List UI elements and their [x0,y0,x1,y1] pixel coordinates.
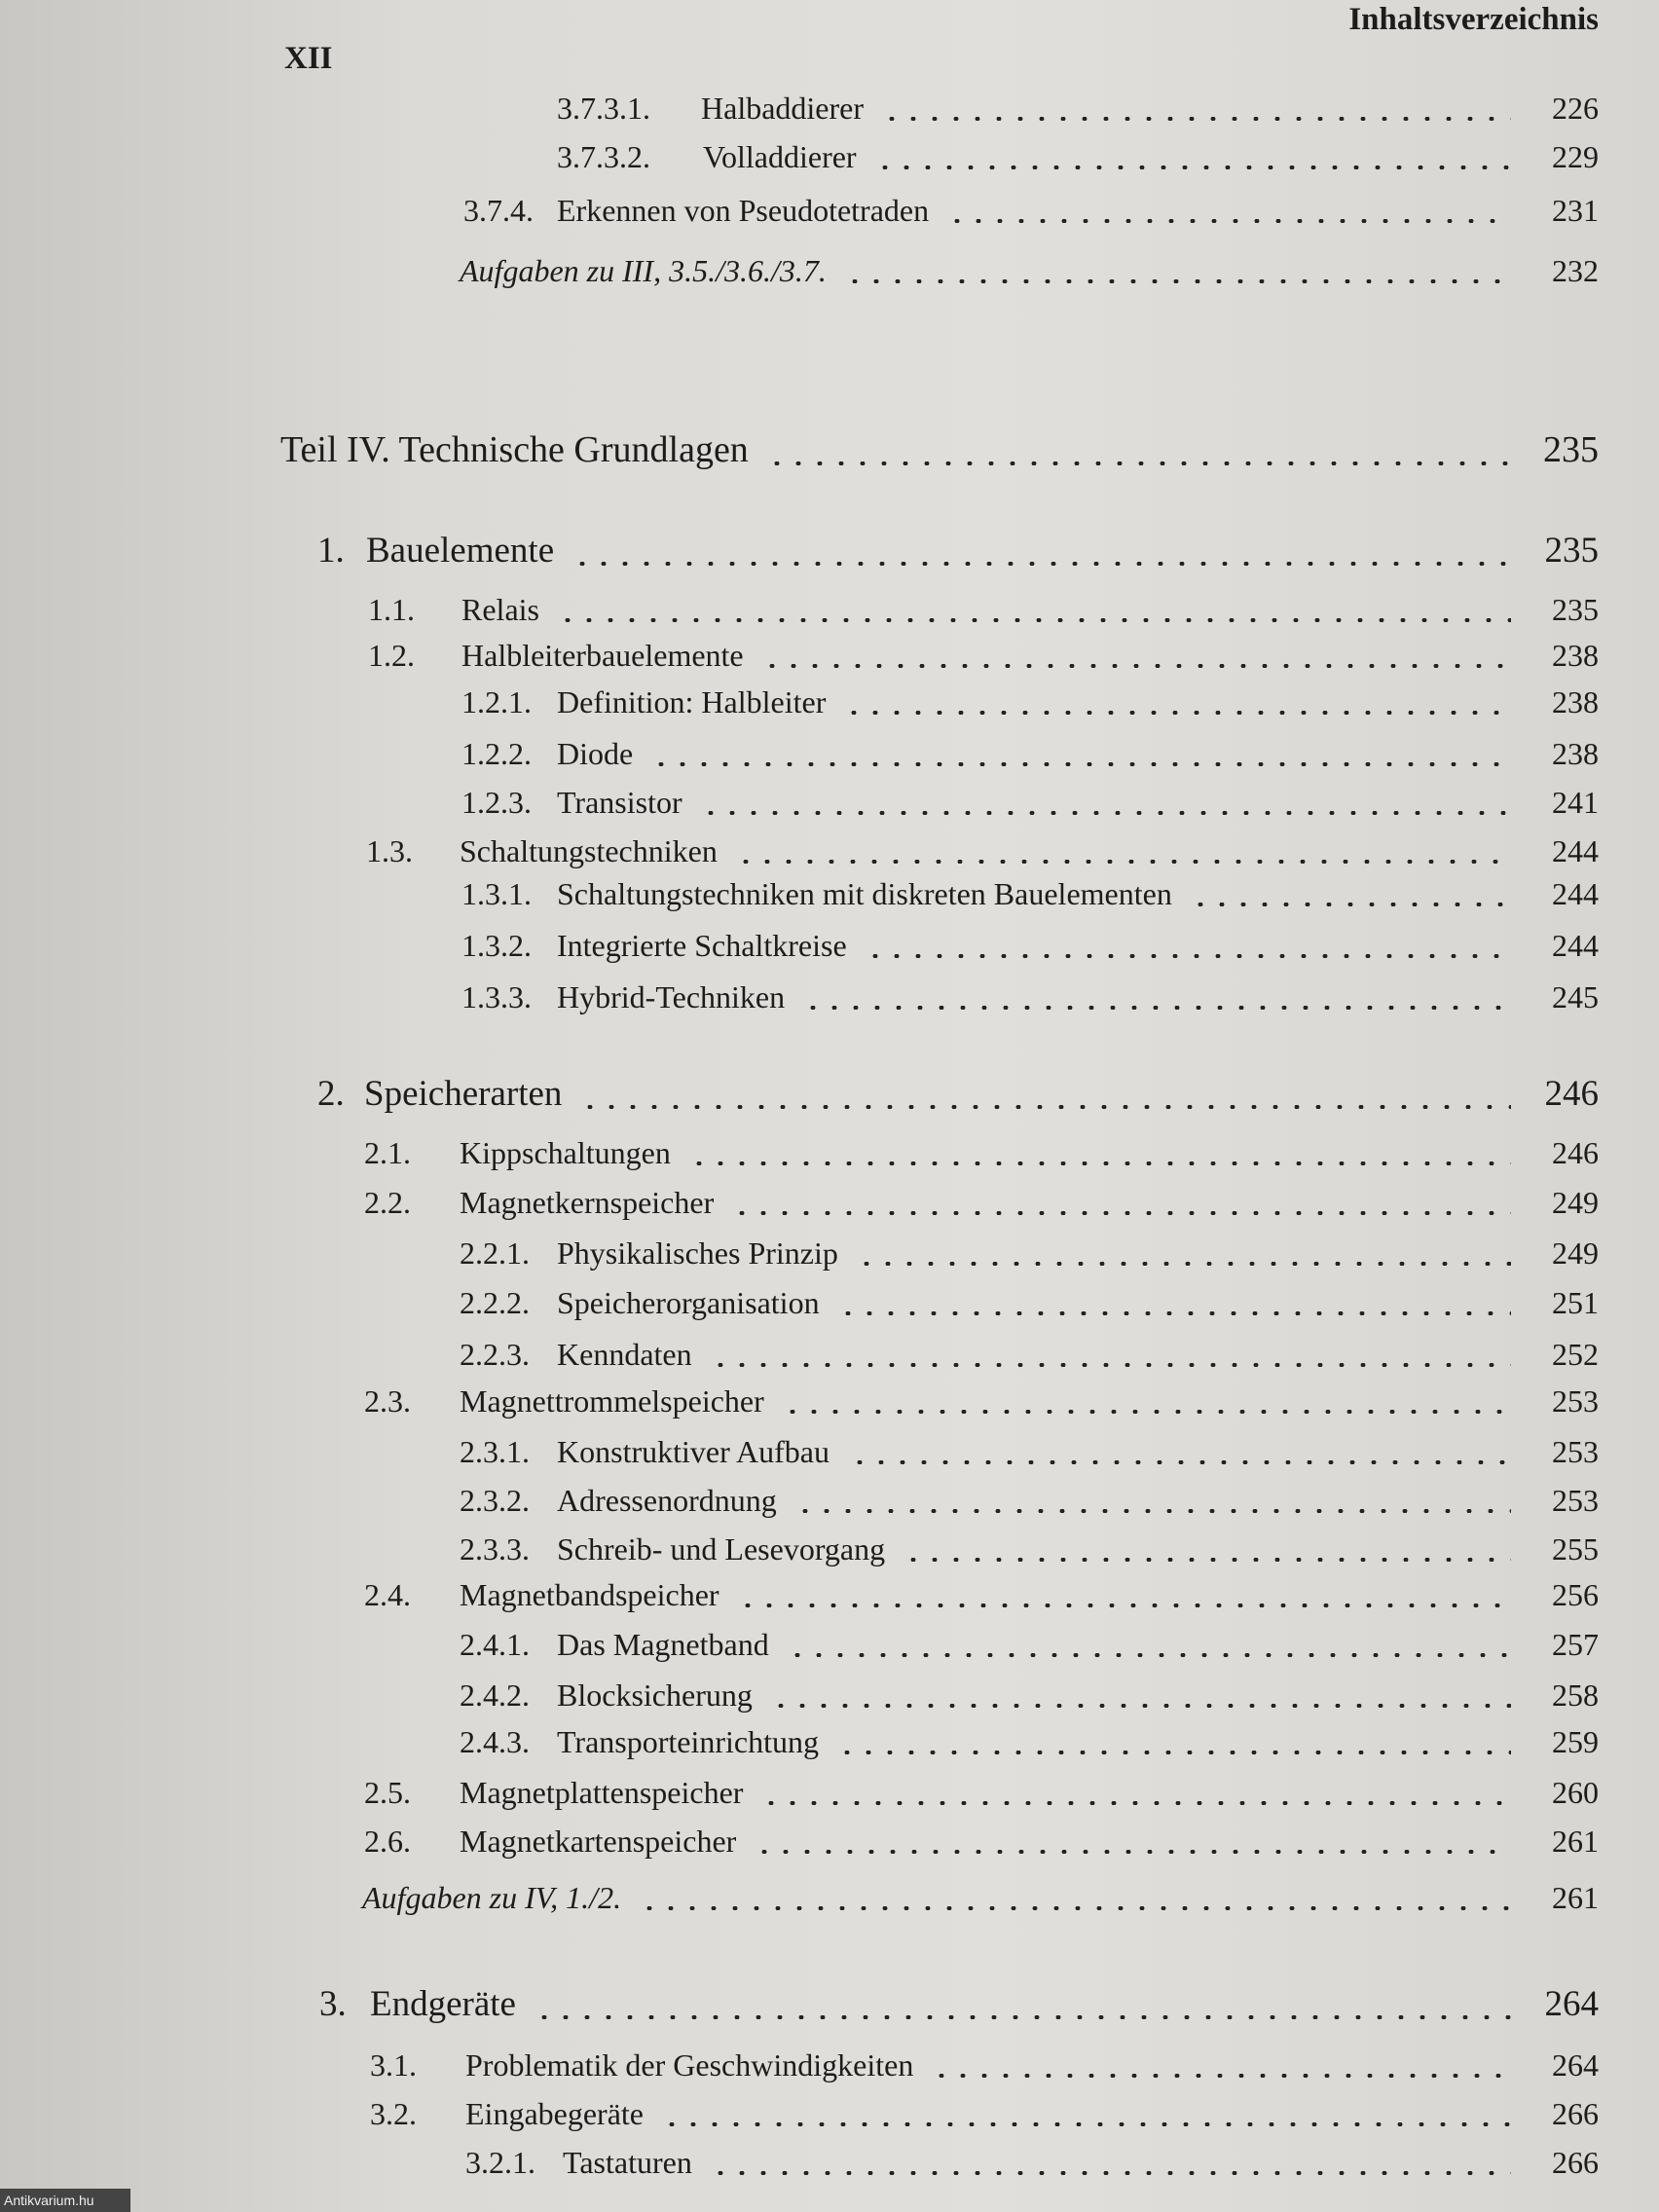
toc-entry [0,1984,1659,2033]
leader-dots [754,1850,1511,1854]
leader-dots [874,166,1511,169]
toc-entry [0,1379,1659,1427]
toc-entry-title: Magnetplattenspeicher [460,1775,744,1810]
toc-entry-title: Bauelemente [366,531,555,571]
leader-dots [856,1262,1511,1266]
toc-entry-page: 266 [1552,2096,1599,2131]
leader-dots [837,1311,1511,1315]
leader-dots [865,954,1511,958]
toc-entry-title: Eingabegeräte [465,2096,644,2131]
toc-entry-number: 2.4.3. [460,1724,530,1759]
toc-entry [0,1572,1659,1621]
toc-entry-number: 2.2.2. [460,1285,530,1320]
toc-entry-title: Blocksicherung [557,1677,753,1713]
leader-dots [802,1006,1511,1010]
toc-entry-page: 264 [1552,2047,1599,2083]
toc-entry-number: 2.4.2. [460,1677,530,1713]
toc-entry-number: 2.1. [364,1135,411,1170]
toc-entry-title: Integrierte Schaltkreise [557,928,847,963]
toc-entry [0,1527,1659,1575]
leader-dots [661,2122,1511,2126]
toc-entry-title: Speicherarten [364,1074,563,1114]
toc-entry-title: Kippschaltungen [460,1135,671,1170]
toc-entry-page: 245 [1552,979,1599,1014]
toc-entry-title: Endgeräte [370,1984,516,2024]
toc-entry-title: Transistor [557,785,682,820]
toc-entry [0,780,1659,829]
leader-dots [579,1105,1511,1109]
toc-entry [0,2043,1659,2091]
leader-dots [946,219,1511,223]
leader-dots [794,1509,1511,1513]
leader-dots [766,461,1511,465]
leader-dots [787,1653,1511,1657]
toc-entry-title: Hybrid-Techniken [557,979,786,1014]
toc-entry [0,1332,1659,1381]
leader-dots [1190,903,1511,906]
leader-dots [710,1363,1511,1367]
toc-entry-title: Halbaddierer [701,91,865,126]
toc-entry-title: Aufgaben zu III, 3.5./3.6./3.7. [460,253,827,288]
toc-entry-number: 3.7.4. [463,193,534,228]
toc-entry-page: 235 [1543,429,1599,470]
toc-entry-page: 246 [1552,1135,1599,1170]
toc-entry-number: 2.2.3. [460,1337,530,1372]
toc-entry-number: 2. [317,1074,345,1114]
running-header: Inhaltsverzeichnis [1348,2,1599,37]
toc-entry-page: 229 [1552,139,1599,174]
toc-entry [0,430,1659,479]
toc-entry-page: 261 [1552,1880,1599,1915]
leader-dots [731,1211,1511,1215]
toc-entry-page: 235 [1544,531,1599,571]
toc-entry-number: 1.2.2. [461,736,532,771]
toc-entry-number: 1.3.2. [461,928,532,963]
toc-entry [0,1231,1659,1279]
toc-entry-title: Schreib- und Lesevorgang [557,1531,886,1567]
leader-dots [761,664,1511,668]
toc-entry-number: 2.3.1. [460,1434,530,1469]
toc-entry-number: 3. [319,1984,347,2024]
toc-entry-page: 266 [1552,2145,1599,2180]
toc-entry [0,248,1659,297]
leader-dots [931,2074,1511,2078]
toc-entry-page: 241 [1552,785,1599,820]
toc-entry-page: 238 [1552,638,1599,673]
toc-entry-page: 226 [1552,91,1599,126]
toc-entry-number: 1.2. [368,638,415,673]
toc-entry [0,2091,1659,2140]
toc-entry-page: 264 [1544,1984,1599,2024]
toc-entry [0,871,1659,920]
toc-entry-title: Teil IV. Technische Grundlagen [280,429,749,470]
toc-entry [0,829,1659,877]
toc-entry-page: 235 [1552,592,1599,627]
toc-entry [0,1280,1659,1329]
toc-entry-title: Schaltungstechniken [460,833,718,868]
toc-entry [0,633,1659,682]
toc-entry [0,2140,1659,2189]
toc-entry-number: 2.3. [364,1383,411,1419]
leader-dots [534,2015,1511,2019]
toc-entry [0,680,1659,728]
toc-entry [0,1819,1659,1867]
toc-entry-page: 255 [1552,1531,1599,1567]
toc-entry-number: 1.3.3. [461,979,532,1014]
leader-dots [760,1801,1511,1805]
toc-entry-number: 2.5. [364,1775,411,1810]
toc-entry-number: 1.2.3. [461,785,532,820]
toc-entry [0,188,1659,237]
toc-entry-title: Magnettrommelspeicher [460,1383,764,1419]
toc-entry-title: Adressenordnung [557,1483,777,1518]
toc-entry-page: 249 [1552,1185,1599,1220]
toc-entry-title: Speicherorganisation [557,1285,820,1320]
toc-entry-page: 251 [1552,1285,1599,1320]
leader-dots [881,117,1511,121]
toc-entry-page: 238 [1552,736,1599,771]
toc-entry-title: Schaltungstechniken mit diskreten Bauelementen [557,876,1172,911]
toc-entry-number: 2.4. [364,1577,411,1612]
toc-entry [0,86,1659,134]
toc-entry-title: Magnetkernspeicher [460,1185,715,1220]
toc-entry-page: 261 [1552,1824,1599,1859]
toc-entry-number: 3.7.3.1. [557,91,650,126]
toc-entry-number: 3.1. [370,2047,417,2083]
toc-entry-number: 3.7.3.2. [557,139,650,174]
toc-entry [0,587,1659,636]
toc-entry-number: 3.2.1. [465,2145,535,2180]
leader-dots [770,1704,1511,1708]
leader-dots [735,860,1511,864]
toc-entry [0,531,1659,579]
toc-entry-title: Physikalisches Prinzip [557,1235,838,1271]
toc-entry-title: Erkennen von Pseudotetraden [557,193,930,228]
toc-entry-title: Konstruktiver Aufbau [557,1434,830,1469]
toc-entry [0,134,1659,183]
toc-entry-title: Das Magnetband [557,1627,769,1662]
toc-entry-page: 258 [1552,1677,1599,1713]
leader-dots [836,1751,1511,1754]
toc-entry-title: Kenndaten [557,1337,692,1372]
toc-entry-title: Definition: Halbleiter [557,684,827,719]
toc-entry [0,1180,1659,1229]
toc-entry-page: 259 [1552,1724,1599,1759]
toc-entry-number: 1. [317,531,345,571]
toc-entry-number: 1.3.1. [461,876,532,911]
toc-entry-number: 2.6. [364,1824,411,1859]
toc-entry-number: 1.2.1. [461,684,532,719]
leader-dots [903,1558,1511,1562]
toc-entry [0,923,1659,972]
leader-dots [571,562,1511,566]
toc-entry-page: 257 [1552,1627,1599,1662]
leader-dots [737,1604,1511,1607]
toc-entry-number: 2.3.3. [460,1531,530,1567]
page-number: XII [284,41,333,76]
toc-entry-number: 3.2. [370,2096,417,2131]
toc-entry-title: Diode [557,736,634,771]
toc-entry [0,1673,1659,1721]
leader-dots [843,711,1511,715]
toc-entry-page: 253 [1552,1483,1599,1518]
toc-entry-page: 256 [1552,1577,1599,1612]
toc-entry-number: 2.2.1. [460,1235,530,1271]
toc-entry-title: Relais [461,592,539,627]
leader-dots [849,1460,1511,1464]
toc-entry-page: 238 [1552,684,1599,719]
toc-entry [0,1770,1659,1819]
toc-entry [0,1074,1659,1123]
toc-entry-page: 260 [1552,1775,1599,1810]
toc-entry-page: 231 [1552,193,1599,228]
toc-entry-page: 244 [1552,928,1599,963]
toc-entry [0,975,1659,1023]
leader-dots [710,2171,1511,2175]
leader-dots [639,1906,1511,1910]
toc-entry-title: Tastaturen [563,2145,692,2180]
leader-dots [844,279,1511,283]
toc-entry-number: 1.3. [366,833,413,868]
toc-entry-page: 249 [1552,1235,1599,1271]
toc-entry-title: Aufgaben zu IV, 1./2. [362,1880,622,1915]
toc-entry-title: Transporteinrichtung [557,1724,820,1759]
leader-dots [650,762,1511,766]
toc-entry [0,1719,1659,1768]
leader-dots [557,618,1511,622]
toc-entry [0,1622,1659,1671]
toc-entry-title: Magnetbandspeicher [460,1577,719,1612]
leader-dots [688,1161,1511,1165]
toc-entry-page: 252 [1552,1337,1599,1372]
toc-entry-page: 253 [1552,1383,1599,1419]
toc-entry-page: 253 [1552,1434,1599,1469]
leader-dots [782,1410,1511,1414]
toc-entry-number: 2.2. [364,1185,411,1220]
toc-entry-page: 246 [1544,1074,1599,1114]
toc-entry [0,1130,1659,1179]
toc-entry-title: Halbleiterbauelemente [461,638,744,673]
toc-entry-page: 244 [1552,833,1599,868]
toc-entry-page: 232 [1552,253,1599,288]
toc-entry [0,731,1659,780]
toc-entry-number: 2.3.2. [460,1483,530,1518]
toc-entry-title: Magnetkartenspeicher [460,1824,737,1859]
toc-entry [0,1875,1659,1924]
toc-entry-number: 2.4.1. [460,1627,530,1662]
toc-entry [0,1478,1659,1527]
watermark: Antikvarium.hu [0,2189,130,2212]
toc-entry-page: 244 [1552,876,1599,911]
leader-dots [700,811,1511,815]
toc-entry-number: 1.1. [368,592,415,627]
toc-entry-title: Problematik der Geschwindigkeiten [465,2047,914,2083]
toc-entry [0,1429,1659,1478]
toc-entry-title: Volladdierer [703,139,857,174]
